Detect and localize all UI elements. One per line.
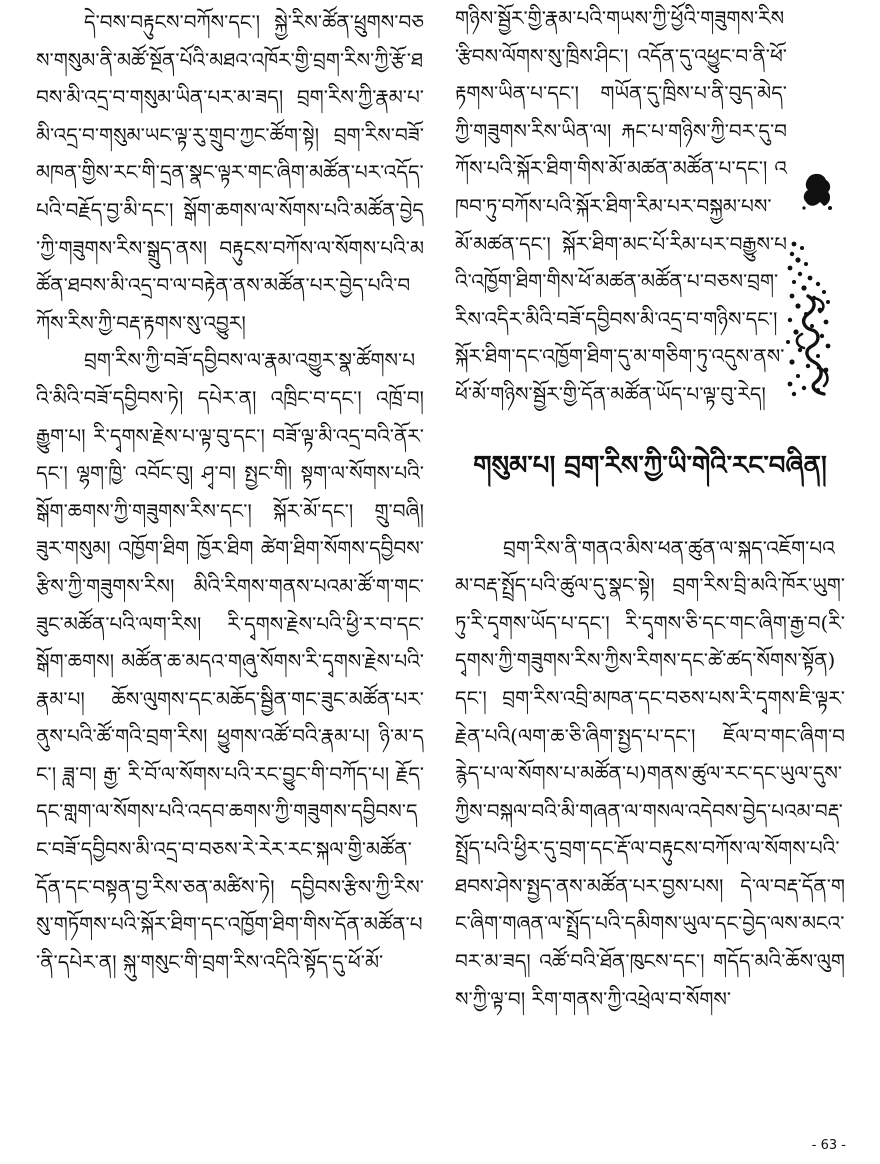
paragraph-writing-nature: བྲག་རིས་ནི་གནའ་མིས་ཕན་ཚུན་ལ་སྐད་འཇོག་པའམ་བརྡ་སྤྲོད་པའི་ཚུལ་དུ་སྣང་སྟེ། བྲག་རིས་བྲི་མའི་ཁོར་ཡུག་ཏུ་རི་དྭགས་ཡོད་པ་དང་། རི་དྭགས་ཅི་དང་གང་ཞིག་རྒྱ་བ(རི་དྭགས་ཀྱི་གཟུགས་རིས་ཀྱིས་རིགས་དང་ཚེ་ཚད་སོགས་སྟོན)དང་། བྲག་རིས་འབྲི་མཁན་དང་བཅས་པས་རི་དྭགས་ཇི་ལྟར་རྗེན་པའི(ལག་ཆ་ཅི་ཞིག་སྤྱད་པ་དང་། ཇོལ་བ་གང་ཞིག་བརྙེད་པ་ལ་སོགས་པ་མཚོན་པ)གནས་ཚུལ་རང་དང་ཡུལ་དུས་ཀྱིས་བསྐལ་བའི་མི་གཞན་ལ་གསལ་འདེབས་བྱེད་པའམ་བརྡ་སྤྲོད་པའི་ཕྱིར་དུ་བྲག་དང་རྡོ་ལ་བརྟུངས་བཀོས་ལ་སོགས་པའི་ཐབས་ཤེས་སྤྱད་ནས་མཚོན་པར་བྱས་པས། དེ་ལ་བརྡ་དོན་གང་ཞིག་གཞན་ལ་སྤྲོད་པའི་དམིགས་ཡུལ་དང་བྱེད་ལས་མངའ་བར་མ་ཟད། འཚོ་བའི་ཐོན་ཁུངས་དང་། གདོད་མའི་ཆོས་ལུགས་ཀྱི་ལྟ་བ། རིག་གནས་ཀྱི་འཕྲེལ་བ་སོགས་ [455, 535, 845, 1011]
rock-art-figure-small [800, 172, 836, 212]
section-heading: གསུམ་པ། བྲག་རིས་ཀྱི་ཡི་གེའི་རང་བཞིན། [473, 450, 827, 481]
paragraph-rock-art-motifs: བྲག་རིས་ཀྱི་བཟོ་དབྱིབས་ལ་རྣམ་འགྱུར་སྣ་ཚོགས་པའི་མིའི་བཟོ་དབྱིབས་ཏེ། དཔེར་ན། འཁྲིང་བ་དང་། འཁྲོ་བ། རྒྱུག་པ། རི་དྭགས་རྗེས་པ་ལྟ་བུ་དང་། བཟོ་ལྟ་མི་འདྲ་བའི་ནོར་དང་། ལྷག་ཁྱི་ འབོང་བུ། ཤྭ་བ། སྤྱང་གི། སྟག་ལ་སོགས་པའི་སྒོག་ཆགས་ཀྱི་གཟུགས་རིས་དང་། སྐོར་མོ་དང་། གྲུ་བཞི། ཟུར་གསུམ། འཁྱོག་ཐིག ཁྱོར་ཐིག ཚེག་ཐིག་སོགས་དབྱིབས་རྩིས་ཀྱི་གཟུགས་རིས། མིའི་རིགས་གནས་པའམ་ཚོ་ག་གང་ཟུང་མཚོན་པའི་ལག་རིས། རི་དྭགས་རྗེས་པའི་ཕྱི་ར་བ་དང་སྒོག་ཆགས། མཚོན་ཆ་མདའ་གཞུ་སོགས་རི་དྭགས་རྗེས་པའི་རྣམ་པ། ཆོས་ལུགས་དང་མཆོད་སྦྱིན་གང་ཟུང་མཚོན་པར་ནུས་པའི་ཚོ་གའི་བྲག་རིས། ཕྱུགས་འཚོ་བའི་རྣམ་པ། ཉི་མ་དང་། ཟླ་བ། རྒྱ་ རི་བོ་ལ་སོགས་པའི་རང་བྱུང་གི་བཀོད་པ། རྗོད་དང་གླག་ལ་སོགས་པའི་འདབ་ཆགས་ཀྱི་གཟུགས་དབྱིབས་དང་བཟོ་དབྱིབས་མི་འདྲ་བ་བཅས་རེ་རེར་རང་སྐལ་གྱི་མཚོན་དོན་དང་བསྟན་བྱ་རིས་ཅན་མཚིས་ཏེ། དབྱིབས་རྩིས་ཀྱི་རིས་སུ་གཏོགས་པའི་སྐོར་ཐིག་དང་འཁྱོག་ཐིག་གིས་དོན་མཚོན་པ་ནི་དཔེར་ན། སྐུ་གསུང་གི་བྲག་རིས་འདིའི་སྟོད་དུ་ཕོ་མོ་ [36, 348, 424, 974]
left-column [36, 0, 424, 981]
paragraph-figure-description: གཉིས་སྦྱོར་གྱི་རྣམ་པའི་གཡས་ཀྱི་ཕྱོའི་གཟུགས་རིས་རྩིབས་ལོགས་སུ་ཁྲིས་ཤིང་། འདོན་དུ་འཕྱུང་བ་ནི་ཕོ་རྟགས་ཡིན་པ་དང་། གཡོན་དུ་ཁྲིས་པ་ནི་བུད་མེད་ཀྱི་གཟུགས་རིས་ཡིན་ལ། རྐང་པ་གཉིས་ཀྱི་བར་དུ་བཀོས་པའི་སྐོར་ཐིག་གིས་མོ་མཚན་མཚོན་པ་དང་། འཁབ་ཏུ་བཀོས་པའི་སྐོར་ཐིག་རིམ་པར་བསྐྱམ་པས་མོ་མཚན་དང་། སྐོར་ཐིག་མང་པོ་རིམ་པར་བརྒྱུས་པའི་འཁྱོག་ཐིག་གིས་ཕོ་མཚན་མཚོན་པ་བཅས་བྲག་རིས་འདིར་མིའི་བཟོ་དབྱིབས་མི་འདྲ་བ་གཉིས་དང་། སྐོར་ཐིག་དང་འཁྱོག་ཐིག་དུ་མ་གཅིག་ཏུ་འདུས་ནས་ཕོ་མོ་གཉིས་སྦྱོར་གྱི་དོན་མཚོན་ཡོད་པ་ལྟ་བུ་རེད། [455, 6, 787, 406]
rock-art-figure-dotted [784, 238, 834, 398]
right-column [455, 0, 845, 1018]
paragraph-carving-methods: དེ་བས་བརྟུངས་བཀོས་དང་། སྐྱེ་རིས་ཚོན་ཕྲུགས་བཅས་གསུམ་ནི་མཚོ་སྔོན་པོའི་མཐའ་འཁོར་གྱི་བྲག་རིས་ཀྱི་རྩོ་ཐབས་མི་འདྲ་བ་གསུམ་ཡིན་པར་མ་ཟད། བྲག་རིས་ཀྱི་རྣམ་པ་མི་འདྲ་བ་གསུམ་ཡང་ལྟ་རུ་གྲུབ་ཀྱང་ཚོག་སྟེ། བྲག་རིས་བཟོ་མཁན་གྱིས་རང་གི་དྲན་སྣང་ལྟར་གང་ཞིག་མཚོན་པར་འདོད་པའི་བརྗོད་བྱ་མི་དང་། སྒོག་ཆགས་ལ་སོགས་པའི་མཚོན་བྱེད་ཀྱི་གཟུགས་རིས་སྒྲུད་ནས། བརྟུངས་བཀོས་ལ་སོགས་པའི་མཚོན་ཐབས་མི་འདྲ་བ་ལ་བརྟེན་ནས་མཚོན་པར་བྱེད་པའི་བཀོས་རིས་ཀྱི་བརྡ་རྟགས་སུ་འབྱུར། [36, 10, 424, 335]
page-number: - 63 - [811, 1138, 846, 1153]
